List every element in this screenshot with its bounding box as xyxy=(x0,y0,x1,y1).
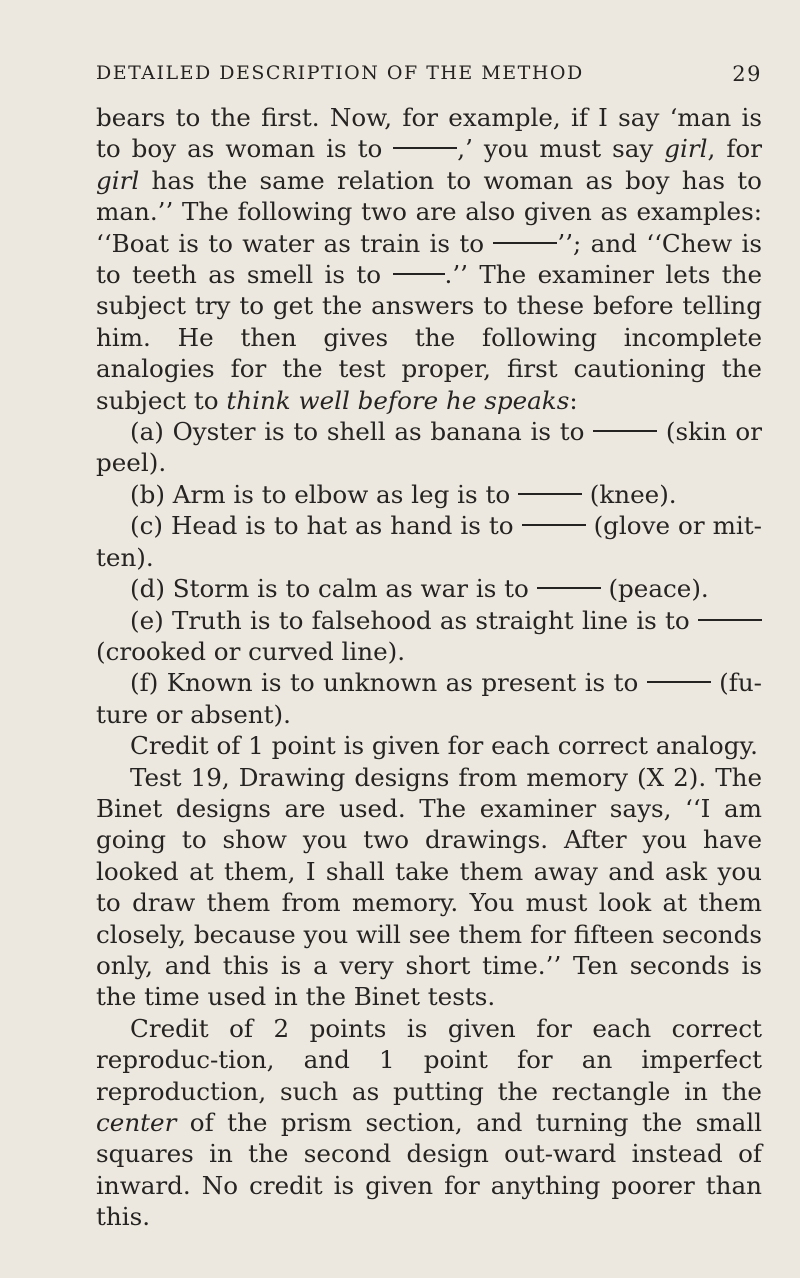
answer-blank xyxy=(698,619,762,621)
answer-blank xyxy=(493,242,557,244)
answer-blank xyxy=(522,524,586,526)
analogy-item-f: (f) Known is to unknown as present is to (fu-ture or absent). xyxy=(96,668,762,729)
paragraph-credit-analogy: Credit of 1 point is given for each correct analogy. xyxy=(130,731,758,761)
answer-blank xyxy=(537,587,601,589)
page-body xyxy=(96,102,762,1233)
paragraph-intro: bears to the first. Now, for example, if I say ‘man is to boy as woman is to ,’ you must say girl, for girl has the same relation to woman as boy has to man.’’ The following two are also given as examples: ‘‘Boat is to water as train is to ’’; and ‘‘Chew is to teeth as smell is to .’’ The examiner lets the subject try to get the answers to these before telling him. He then gives the following incomplete analogies for the test proper, first cautioning the subject to think well before he speaks: xyxy=(96,103,763,415)
analogy-item-a: (a) Oyster is to shell as banana is to (skin or peel). xyxy=(96,417,762,478)
paragraph-credit-designs: Credit of 2 points is given for each correct reproduc-tion, and 1 point for an imperfect reproduction, such as putting the rectangle in the center of the prism section, and turning the small squares in the second design out-ward instead of inward. No credit is given for anything poorer than this. xyxy=(96,1013,762,1232)
answer-blank xyxy=(647,681,711,683)
header-title: DETAILED DESCRIPTION OF THE METHOD xyxy=(96,62,584,84)
paragraph-test-19: Test 19, Drawing designs from memory (X 2). The Binet designs are used. The examiner says, ‘‘I am going to show you two drawings. After you have looked at them, I shall take them away and ask you to draw them from memory. You must look at them closely, because you will see them for fifteen seconds only, and this is a very short time.’’ Ten seconds is the time used in the Binet tests. xyxy=(96,762,762,1012)
answer-blank xyxy=(518,493,582,495)
analogy-item-c: (c) Head is to hat as hand is to (glove or mit-ten). xyxy=(96,511,762,572)
analogy-item-e: (e) Truth is to falsehood as straight line is to (crooked or curved line). xyxy=(96,605,762,668)
answer-blank xyxy=(593,430,657,432)
answer-blank xyxy=(393,147,457,149)
answer-blank xyxy=(393,273,445,275)
page-number: 29 xyxy=(732,62,762,86)
analogy-item-b: (b) Arm is to elbow as leg is to (knee). xyxy=(130,479,677,509)
analogy-item-d: (d) Storm is to calm as war is to (peace). xyxy=(130,574,709,604)
